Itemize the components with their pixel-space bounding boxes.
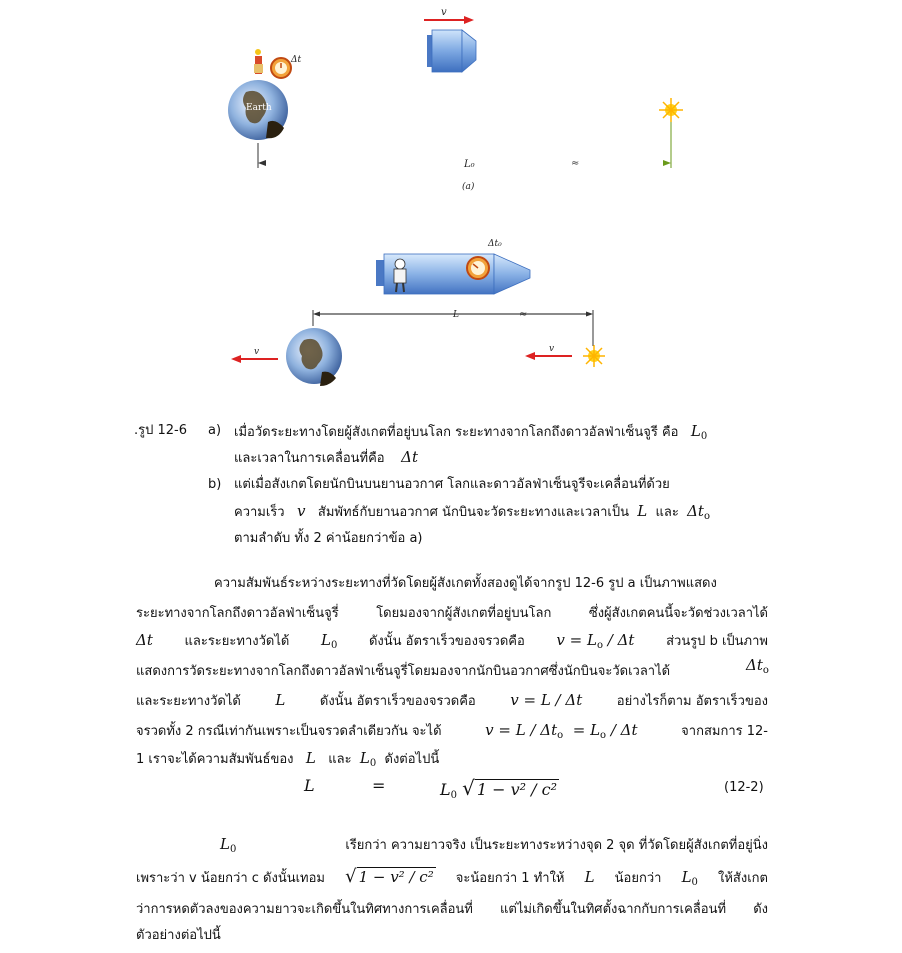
- caption-b-marker: b): [208, 477, 222, 492]
- paragraph1-line4: แสดงการวัดระยะทางจากโลกถึงดาวอัลฟ่าเซ็นจูรี่โดยมองจากนักบินอวกาศซึ่งนักบินจะวัดเวลาได้: [136, 664, 671, 679]
- equation-equals: =: [372, 776, 386, 795]
- svg-text:≈: ≈: [519, 309, 528, 320]
- paragraph1-line4-symbol: $\Delta t_o$: [746, 656, 769, 676]
- caption-b-line3: ตามลำดับ ทั้ง 2 ค่าน้อยกว่าข้อ a): [234, 531, 423, 546]
- earth-icon: [286, 328, 342, 386]
- velocity-arrowhead: [464, 16, 474, 24]
- paragraph1-line3: Δt และระยะทางวัดได้ $L_0$ ดังนั้น อัตราเร็วของจรวดคือ $v = L_o / \Delta t$ ส่วนรูป b เป็นภาพ: [136, 631, 768, 651]
- star-icon: [583, 345, 605, 367]
- paragraph2-line2: เพราะว่า v น้อยกว่า c ดังนั้นเทอม √ 1 − v² / c² จะน้อยกว่า 1 ทำให้ L น้อยกว่า $L_0$ ให้สังเกต: [136, 866, 768, 888]
- paragraph1-line2: ระยะทางจากโลกถึงดาวอัลฟ่าเซ็นจูรี่ โดยมองจากผู้สังเกตที่อยู่บนโลก ซึ่งผู้สังเกตคนนี้จะวัดช่วงเวลาได้: [136, 606, 768, 621]
- caption-b-line1: แต่เมื่อสังเกตโดยนักบินบนยานอวกาศ โลกและดาวอัลฟ่าเซ็นจูรีจะเคลื่อนที่ด้วย: [234, 477, 670, 492]
- earth-label: Earth: [246, 103, 272, 113]
- caption-a-marker: a): [208, 423, 222, 438]
- clock-icon: [271, 58, 291, 78]
- velocity-label-left: v: [254, 347, 260, 357]
- paragraph2-line1: $L_0$ เรียกว่า ความยาวจริง เป็นระยะทางระหว่างจุด 2 จุด ที่วัดโดยผู้สังเกตที่อยู่นิ่ง: [220, 835, 768, 855]
- caption-b-line2: ความเร็ว v สัมพัทธ์กับยานอวกาศ นักบินจะวัดระยะทางและเวลาเป็น L และ $\Delta t_o$: [234, 502, 710, 522]
- figure-a: [0, 0, 902, 200]
- clock-icon: [467, 257, 489, 279]
- paragraph1-line7: 1 เราจะได้ความสัมพันธ์ของ L และ $L_0$ ดังต่อไปนี้: [136, 749, 440, 769]
- caption-a-line2: และเวลาในการเคลื่อนที่คือ Δt: [234, 448, 419, 466]
- velocity-label-right: v: [549, 344, 555, 354]
- svg-text:≈: ≈: [571, 158, 580, 169]
- length-label-L: L: [453, 310, 459, 320]
- paragraph2-line4: ตัวอย่างต่อไปนี้: [136, 928, 221, 943]
- velocity-label: v: [441, 7, 447, 18]
- caption-a-line1: เมื่อวัดระยะทางโดยผู้สังเกตที่อยู่บนโลก ระยะทางจากโลกถึงดาวอัลฟ่าเซ็นจูรี คือ $L_0$: [234, 422, 708, 442]
- observer-icon: [254, 49, 263, 74]
- figure-b: [0, 230, 902, 400]
- clock-label-a: Δt: [291, 55, 302, 65]
- paragraph1-line6: จรวดทั้ง 2 กรณีเท่ากันเพราะเป็นจรวดลำเดียวกัน จะได้ $v = L / \Delta t_o = L_o / \Delta t$ จากสมการ 12-: [136, 721, 768, 741]
- clock-label-b: Δt₀: [488, 239, 502, 249]
- star-icon: [659, 98, 683, 122]
- figure-a-caption: (a): [462, 182, 475, 192]
- paragraph1-line1: ความสัมพันธ์ระหว่างระยะทางที่วัดโดยผู้สังเกตทั้งสองดูได้จากรูป 12-6 รูป a เป็นภาพแสดง: [214, 576, 717, 591]
- figure-label: .รูป 12-6: [134, 423, 188, 438]
- rocket-icon: [427, 30, 476, 72]
- equation-lhs: L: [304, 776, 315, 795]
- length-label-L0: L₀: [464, 159, 475, 170]
- paragraph2-line3: ว่าการหดตัวลงของความยาวจะเกิดขึ้นในทิศทางการเคลื่อนที่ แต่ไม่เกิดขึ้นในทิศตั้งฉากกับการเคลื่อนที่ ดัง: [136, 902, 768, 917]
- paragraph1-line5: และระยะทางวัดได้ L ดังนั้น อัตราเร็วของจรวดคือ v = L / Δt อย่างไรก็ตาม อัตราเร็วของ: [136, 691, 768, 709]
- equation-number: (12-2): [724, 780, 764, 795]
- equation-rhs: $L_0$ √ 1 − v² / c²: [440, 776, 557, 801]
